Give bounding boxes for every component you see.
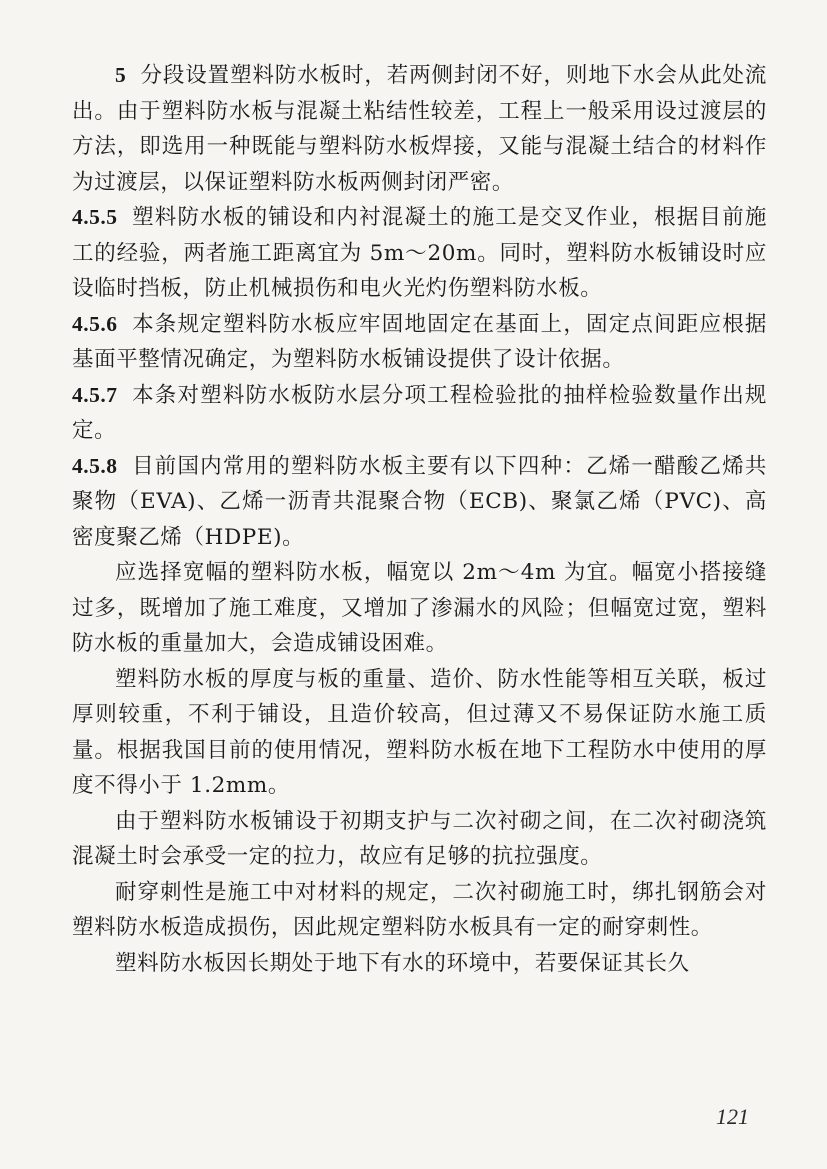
paragraph-clause-4-5-6 xyxy=(72,307,767,378)
clause-number: 4.5.6 xyxy=(72,311,118,336)
paragraph-clause-5 xyxy=(72,58,767,200)
paragraph-clause-4-5-7 xyxy=(72,378,767,449)
paragraph-text: 塑料防水板的厚度与板的重量、造价、防水性能等相互关联，板过厚则较重，不利于铺设，且造价较高，但过薄又不易保证防水施工质量。根据我国目前的使用情况，塑料防水板在地下工程防水中使用的厚度不得小于 1.2mm。 xyxy=(72,666,767,798)
paragraph-width-selection xyxy=(72,555,767,662)
clause-number: 4.5.5 xyxy=(72,205,118,229)
paragraph-durability xyxy=(72,946,767,982)
document-body xyxy=(72,58,767,981)
paragraph-text: 塑料防水板因长期处于地下有水的环境中，若要保证其长久 xyxy=(115,950,690,976)
paragraph-text: 本条规定塑料防水板应牢固地固定在基面上，固定点间距应根据基面平整情况确定，为塑料防水板铺设提供了设计依据。 xyxy=(72,311,767,372)
paragraph-text: 分段设置塑料防水板时，若两侧封闭不好，则地下水会从此处流出。由于塑料防水板与混凝土粘结性较差，工程上一般采用设过渡层的方法，即选用一种既能与塑料防水板焊接，又能与混凝土结合的材料作为过渡层，以保证塑料防水板两侧封闭严密。 xyxy=(72,63,767,195)
paragraph-text: 应选择宽幅的塑料防水板，幅宽以 2m～4m 为宜。幅宽小搭接缝过多，既增加了施工难度，又增加了渗漏水的风险；但幅宽过宽，塑料防水板的重量加大，会造成铺设困难。 xyxy=(72,560,767,656)
clause-number: 4.5.8 xyxy=(72,453,118,478)
paragraph-tensile-strength xyxy=(72,804,767,875)
paragraph-text: 耐穿刺性是施工中对材料的规定，二次衬砌施工时，绑扎钢筋会对塑料防水板造成损伤，因此规定塑料防水板具有一定的耐穿刺性。 xyxy=(72,879,767,940)
paragraph-clause-4-5-5 xyxy=(72,200,767,307)
paragraph-thickness xyxy=(72,662,767,804)
paragraph-clause-4-5-8 xyxy=(72,449,767,556)
paragraph-text: 由于塑料防水板铺设于初期支护与二次衬砌之间，在二次衬砌浇筑混凝土时会承受一定的拉力，故应有足够的抗拉强度。 xyxy=(72,808,767,869)
clause-number: 4.5.7 xyxy=(72,382,118,407)
paragraph-text: 塑料防水板的铺设和内衬混凝土的施工是交叉作业，根据目前施工的经验，两者施工距离宜为 5m～20m。同时，塑料防水板铺设时应设临时挡板，防止机械损伤和电火光灼伤塑料防水板。 xyxy=(72,205,767,301)
paragraph-text: 本条对塑料防水板防水层分项工程检验批的抽样检验数量作出规定。 xyxy=(72,382,767,443)
page-number: 121 xyxy=(716,1104,749,1129)
paragraph-puncture-resistance xyxy=(72,875,767,946)
paragraph-text: 目前国内常用的塑料防水板主要有以下四种：乙烯一醋酸乙烯共聚物（EVA)、乙烯一沥青共混聚合物（ECB)、聚氯乙烯（PVC)、高密度聚乙烯（HDPE)。 xyxy=(72,453,767,550)
clause-number: 5 xyxy=(115,63,127,87)
